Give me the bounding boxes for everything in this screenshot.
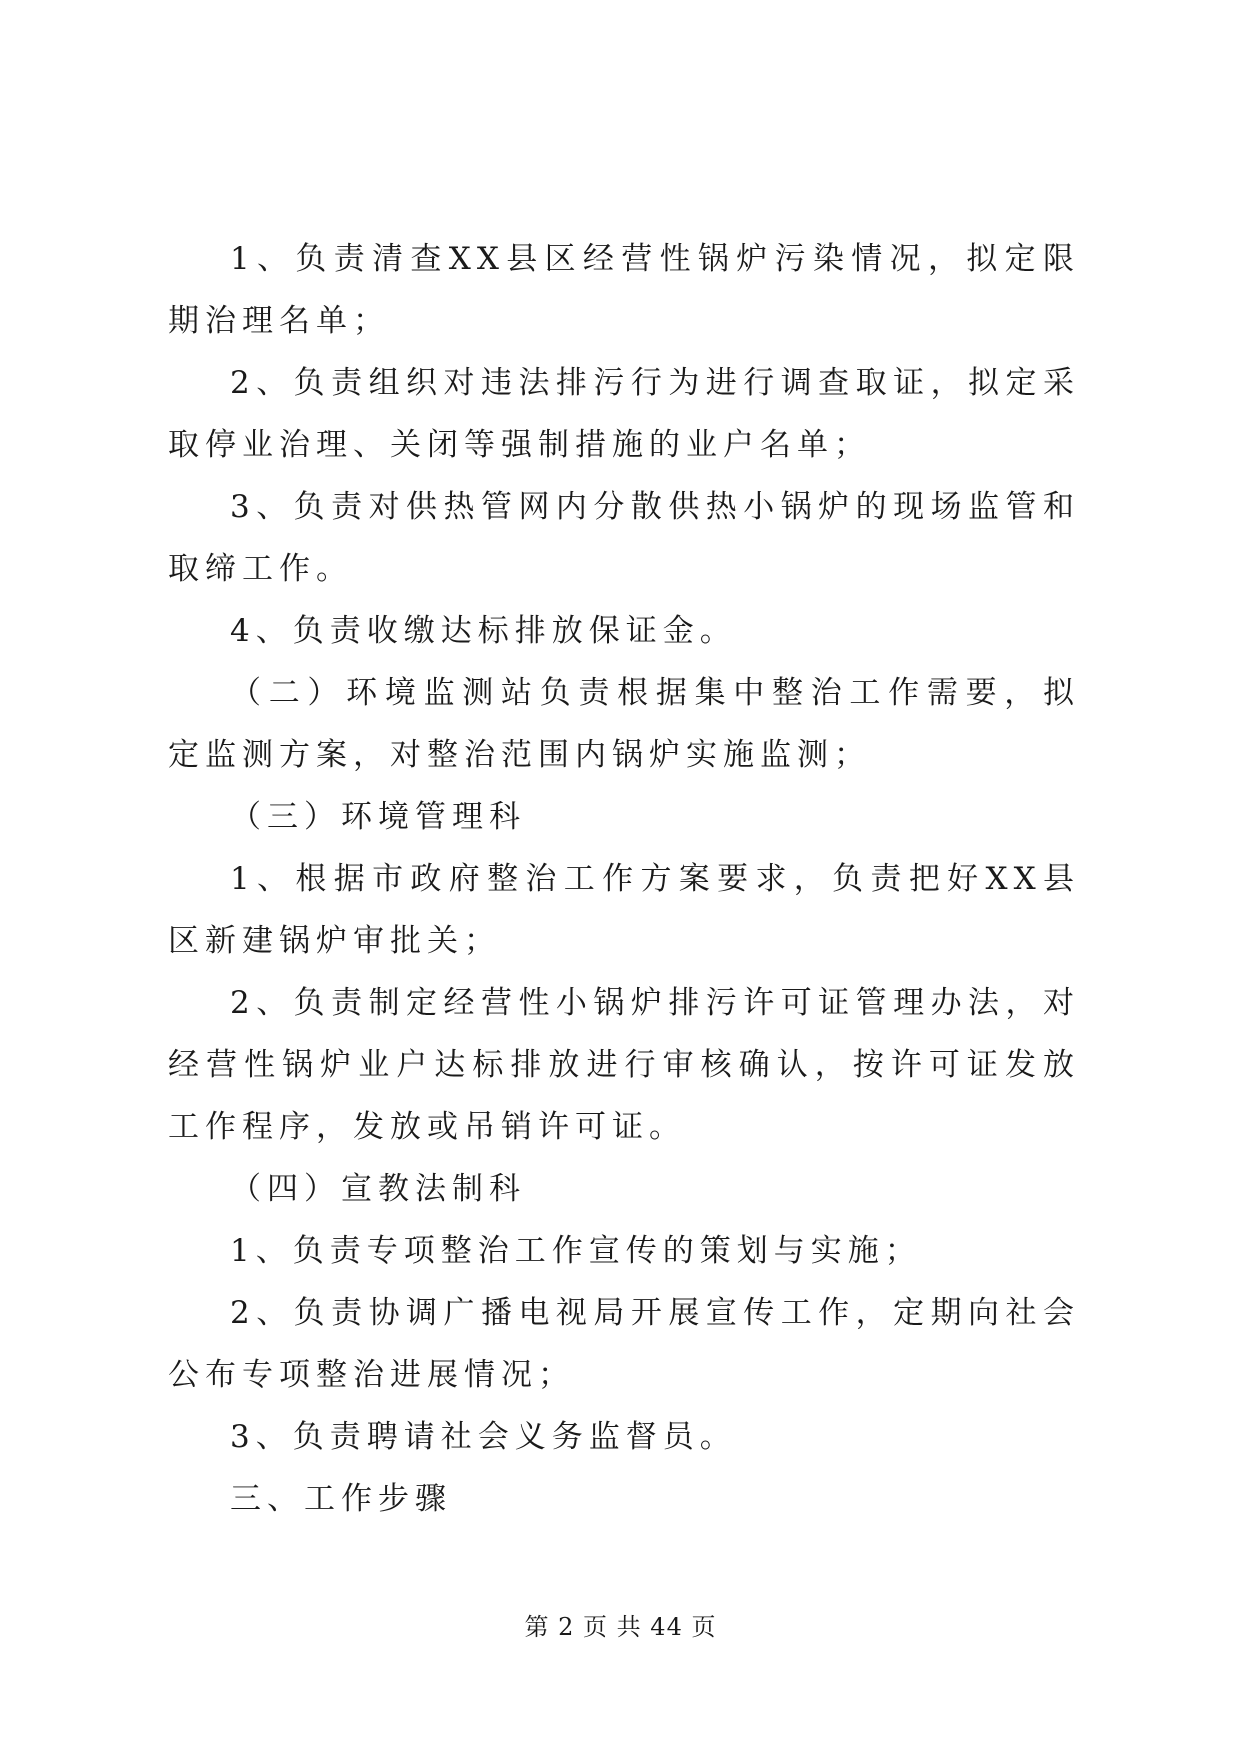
paragraph-monitoring-station: （二）环境监测站负责根据集中整治工作需要，拟定监测方案，对整治范围内锅炉实施监测； bbox=[168, 675, 1080, 773]
paragraph-task-3: 3、负责对供热管网内分散供热小锅炉的现场监管和取缔工作。 bbox=[168, 489, 1080, 587]
paragraph-publicity-3: 3、负责聘请社会义务监督员。 bbox=[230, 1419, 737, 1455]
heading-work-steps: 三、工作步骤 bbox=[230, 1481, 452, 1517]
paragraph-task-1: 1、负责清查XX县区经营性锅炉污染情况，拟定限期治理名单； bbox=[168, 241, 1080, 339]
paragraph-publicity-2: 2、负责协调广播电视局开展宣传工作，定期向社会公布专项整治进展情况； bbox=[168, 1295, 1080, 1393]
paragraph-management-1: 1、根据市政府整治工作方案要求，负责把好XX县区新建锅炉审批关； bbox=[168, 861, 1080, 959]
paragraph-task-2: 2、负责组织对违法排污行为进行调查取证，拟定采取停业治理、关闭等强制措施的业户名单； bbox=[168, 365, 1080, 463]
heading-environment-management: （三）环境管理科 bbox=[230, 799, 526, 835]
paragraph-management-2: 2、负责制定经营性小锅炉排污许可证管理办法，对经营性锅炉业户达标排放进行审核确认，按许可证发放工作程序，发放或吊销许可证。 bbox=[168, 985, 1080, 1145]
heading-publicity-legal: （四）宣教法制科 bbox=[230, 1171, 526, 1207]
paragraph-task-4: 4、负责收缴达标排放保证金。 bbox=[230, 613, 737, 649]
document-body bbox=[168, 228, 1080, 1530]
paragraph-publicity-1: 1、负责专项整治工作宣传的策划与实施； bbox=[230, 1233, 922, 1269]
page-number-footer: 第 2 页 共 44 页 bbox=[524, 1613, 717, 1641]
